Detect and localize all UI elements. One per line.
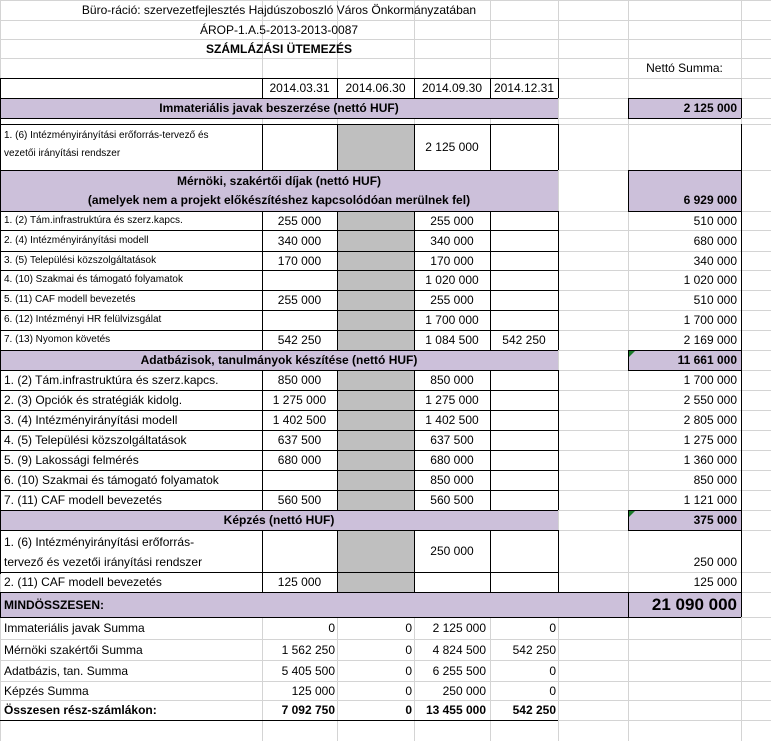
summary-value[interactable]: 250 000 xyxy=(442,683,486,698)
cell-border xyxy=(558,370,559,510)
cell-border xyxy=(741,592,742,617)
netto-summa-header: Nettó Summa: xyxy=(646,61,723,75)
gridline xyxy=(0,639,771,640)
cell-border xyxy=(628,510,629,530)
summary-value[interactable]: 0 xyxy=(405,621,412,635)
cell-value[interactable]: 255 000 xyxy=(277,213,322,228)
cell-border xyxy=(262,530,263,592)
section-header-mernoki: Mérnöki, szakértői díjak (nettó HUF) xyxy=(176,174,382,188)
comment-marker xyxy=(629,351,635,357)
summary-value[interactable]: 125 000 xyxy=(291,683,335,698)
row-label: 3. (5) Települési közszolgáltatások xyxy=(4,254,157,266)
cell-border xyxy=(0,510,558,511)
grand-total-label: MINDÖSSZESEN: xyxy=(4,597,105,612)
section-total-adatbazis: 11 661 000 xyxy=(677,353,737,367)
cell-value[interactable]: 560 500 xyxy=(430,493,474,507)
cell-border xyxy=(741,170,742,211)
cell-border xyxy=(0,530,558,531)
row-sum[interactable]: 2 550 000 xyxy=(683,393,737,407)
section-total-kepzes: 375 000 xyxy=(693,513,737,527)
section-header-adatbazis: Adatbázisok, tanulmányok készítése (nettó HUF) xyxy=(140,353,418,367)
cell-border xyxy=(741,124,742,170)
row-label: 2. (3) Opciók és stratégiák kidolg. xyxy=(4,393,183,407)
cell-border xyxy=(262,78,263,98)
cell-border xyxy=(628,530,741,531)
cell-border xyxy=(0,470,558,471)
cell-border xyxy=(558,78,559,98)
date-column-header[interactable]: 2014.03.31 xyxy=(269,81,330,95)
summary-value[interactable]: 2 125 000 xyxy=(432,621,486,635)
gridline xyxy=(0,700,771,701)
cell-value[interactable]: 170 000 xyxy=(430,253,474,268)
cell-border xyxy=(0,78,1,574)
cell-border xyxy=(628,592,629,617)
summary-value[interactable]: 6 255 500 xyxy=(432,663,486,678)
cell-value[interactable]: 255 000 xyxy=(430,213,474,228)
cell-border xyxy=(741,530,742,592)
cell-border xyxy=(0,251,558,252)
row-label: vezetői irányítási rendszer xyxy=(4,148,121,159)
summary-label: Immateriális javak Summa xyxy=(4,621,145,635)
cell-border xyxy=(0,270,558,271)
grand-total-value[interactable]: 21 090 000 xyxy=(651,594,737,614)
section-total-mernoki: 6 929 000 xyxy=(683,193,737,207)
row-sum[interactable]: 1 700 000 xyxy=(683,373,737,387)
summary-value[interactable]: 0 xyxy=(549,663,556,678)
cell-border xyxy=(490,124,491,170)
cell-border xyxy=(414,211,415,350)
cell-value[interactable]: 542 250 xyxy=(502,333,546,347)
row-label: 2. (4) Intézményirányítási modell xyxy=(4,234,149,246)
cell-border xyxy=(741,211,742,350)
cell-border xyxy=(490,211,491,350)
row-label: 4. (5) Települési közszolgáltatások xyxy=(4,433,187,447)
row-label: 3. (4) Intézményirányítási modell xyxy=(4,413,178,427)
section-total-immaterialis: 2 125 000 xyxy=(683,101,737,115)
row-label: 7. (11) CAF modell bevezetés xyxy=(4,493,162,507)
row-label: 2. (11) CAF modell bevezetés xyxy=(4,575,162,589)
cell-border xyxy=(262,211,263,350)
cell-border xyxy=(262,370,263,510)
summary-value[interactable]: 0 xyxy=(405,642,412,657)
cell-border xyxy=(741,370,742,510)
cell-value[interactable]: 1 402 500 xyxy=(272,413,327,427)
cell-value[interactable]: 340 000 xyxy=(277,233,322,248)
cell-value[interactable]: 680 000 xyxy=(430,453,474,467)
cell-border xyxy=(0,720,558,721)
row-label: 1. (6) Intézményirányítási erőforrás- xyxy=(4,535,195,549)
cell-value[interactable]: 1 275 000 xyxy=(425,393,479,407)
row-sum[interactable]: 1 700 000 xyxy=(683,313,737,327)
report-subtitle: SZÁMLÁZÁSI ÜTEMEZÉS xyxy=(206,41,352,56)
cell-border xyxy=(628,350,629,370)
summary-label: Képzés Summa xyxy=(4,683,89,698)
row-label: 5. (9) Lakossági felmérés xyxy=(4,453,139,467)
cell-border xyxy=(0,124,558,125)
summary-value[interactable]: 0 xyxy=(328,621,335,635)
cell-border xyxy=(0,230,558,231)
cell-border xyxy=(337,530,338,592)
gridline xyxy=(0,0,771,1)
summary-label: Mérnöki szakértői Summa xyxy=(4,642,143,657)
cell-border xyxy=(414,530,415,592)
summary-value[interactable]: 0 xyxy=(549,621,556,635)
cell-border xyxy=(337,370,338,510)
cell-border xyxy=(414,370,415,510)
summary-value[interactable]: 13 455 000 xyxy=(425,703,486,717)
comment-marker xyxy=(629,511,635,517)
cell-border xyxy=(628,370,741,371)
cell-border xyxy=(0,118,558,119)
section-header-kepzes: Képzés (nettó HUF) xyxy=(223,513,335,527)
cell-border xyxy=(0,170,558,171)
cell-border xyxy=(0,211,558,212)
row-sum[interactable]: 2 169 000 xyxy=(683,333,737,347)
section-header-mernoki-sub: (amelyek nem a projekt előkészítéshez kapcsolódóan merülnek fel) xyxy=(87,193,471,207)
cell-border xyxy=(628,170,741,171)
cell-value[interactable]: 255 000 xyxy=(430,293,474,307)
cell-value[interactable]: 560 500 xyxy=(277,493,322,507)
cell-border xyxy=(337,211,338,350)
cell-border xyxy=(0,290,558,291)
summary-value[interactable]: 0 xyxy=(405,683,412,698)
cell-border xyxy=(337,78,338,98)
cell-value[interactable]: 850 000 xyxy=(430,373,474,387)
cell-value[interactable]: 340 000 xyxy=(430,233,474,248)
cell-border xyxy=(741,350,742,370)
row-sum[interactable]: 1 275 000 xyxy=(683,433,737,447)
summary-value[interactable]: 7 092 750 xyxy=(281,703,335,717)
cell-border xyxy=(0,430,558,431)
cell-border xyxy=(628,118,741,119)
cell-border xyxy=(0,98,558,99)
cell-value[interactable]: 125 000 xyxy=(277,575,322,589)
cell-border xyxy=(0,490,558,491)
summary-value[interactable]: 0 xyxy=(405,703,412,717)
cell-border xyxy=(628,98,629,118)
row-label: 1. (2) Tám.infrastruktúra és szerz.kapcs. xyxy=(4,373,219,387)
cell-border xyxy=(0,390,558,391)
cell-border xyxy=(490,530,491,592)
cell-border xyxy=(628,98,741,99)
cell-border xyxy=(741,98,742,118)
summary-value[interactable]: 4 824 500 xyxy=(432,642,486,657)
cell-border xyxy=(628,510,741,511)
date-column-header[interactable]: 2014.06.30 xyxy=(345,81,406,95)
cell-border xyxy=(0,310,558,311)
report-title: Büro-ráció: szervezetfejlesztés Hajdúszoboszló Város Önkormányzatában xyxy=(81,3,477,17)
cell-border xyxy=(490,78,491,98)
cell-border xyxy=(628,211,741,212)
cell-border xyxy=(0,617,741,618)
section-header-immaterialis: Immateriális javak beszerzése (nettó HUF) xyxy=(159,101,399,115)
cell-border xyxy=(0,592,1,617)
row-label: 6. (12) Intézményi HR felülvizsgálat xyxy=(4,314,162,325)
row-sum[interactable]: 340 000 xyxy=(693,253,737,268)
cell-border xyxy=(262,124,263,170)
cell-border xyxy=(0,592,741,593)
cell-border xyxy=(558,530,559,592)
cell-border xyxy=(558,211,559,350)
row-sum[interactable]: 850 000 xyxy=(693,473,737,487)
summary-value[interactable]: 1 562 250 xyxy=(281,642,335,657)
summary-label: Összesen rész-számlákon: xyxy=(4,703,157,717)
cell-value[interactable]: 255 000 xyxy=(277,293,322,307)
cell-value[interactable]: 542 250 xyxy=(277,333,322,347)
row-sum[interactable]: 1 360 000 xyxy=(683,453,737,467)
summary-value[interactable]: 0 xyxy=(549,683,556,698)
cell-border xyxy=(628,350,741,351)
row-sum[interactable]: 510 000 xyxy=(693,213,737,228)
cell-value[interactable]: 850 000 xyxy=(430,473,474,487)
cell-border xyxy=(0,370,558,371)
gridline xyxy=(0,660,771,661)
row-label: 7. (13) Nyomon követés xyxy=(4,334,111,345)
cell-border xyxy=(0,572,558,573)
cell-border xyxy=(490,370,491,510)
project-code: ÁROP-1.A.5-2013-2013-0087 xyxy=(199,22,359,37)
cell-value[interactable]: 1 402 500 xyxy=(425,413,479,427)
row-sum[interactable]: 1 020 000 xyxy=(683,273,737,287)
cell-value[interactable]: 1 700 000 xyxy=(425,313,479,327)
row-sum[interactable]: 510 000 xyxy=(693,293,737,307)
cell-value[interactable]: 170 000 xyxy=(277,253,322,268)
row-sum[interactable]: 1 121 000 xyxy=(683,493,737,507)
date-column-header[interactable]: 2014.12.31 xyxy=(493,81,555,95)
summary-value[interactable]: 5 405 500 xyxy=(281,663,335,678)
cell-value[interactable]: 2 125 000 xyxy=(425,140,479,154)
cell-value[interactable]: 850 000 xyxy=(277,373,322,387)
cell-border xyxy=(0,330,558,331)
cell-value[interactable]: 637 500 xyxy=(277,433,322,447)
cell-border xyxy=(741,510,742,530)
cell-value[interactable]: 1 020 000 xyxy=(425,273,479,287)
row-label: 5. (11) CAF modell bevezetés xyxy=(4,294,136,305)
cell-border xyxy=(0,350,558,351)
cell-value[interactable]: 250 000 xyxy=(430,544,474,558)
cell-border xyxy=(558,124,559,170)
row-label: 1. (2) Tám.infrastruktúra és szerz.kapcs. xyxy=(4,214,183,226)
row-sum[interactable]: 250 000 xyxy=(693,555,737,569)
disabled-column-block xyxy=(338,531,414,592)
summary-label: Adatbázis, tan. Summa xyxy=(4,663,129,678)
summary-value[interactable]: 542 250 xyxy=(512,642,556,657)
cell-value[interactable]: 680 000 xyxy=(277,453,322,467)
cell-border xyxy=(0,410,558,411)
row-sum[interactable]: 2 805 000 xyxy=(683,413,737,427)
cell-border xyxy=(337,124,338,170)
summary-value[interactable]: 0 xyxy=(405,663,412,678)
row-sum[interactable]: 680 000 xyxy=(693,233,737,248)
row-label: 4. (10) Szakmai és támogató folyamatok xyxy=(4,274,183,285)
cell-border xyxy=(414,78,415,98)
row-label: 6. (10) Szakmai és támogató folyamatok xyxy=(4,473,219,487)
cell-border xyxy=(414,124,415,170)
cell-border xyxy=(0,450,558,451)
cell-value[interactable]: 637 500 xyxy=(430,433,474,447)
cell-value[interactable]: 1 084 500 xyxy=(425,333,479,347)
row-label: tervező és vezetői irányítási rendszer xyxy=(4,555,203,569)
summary-value[interactable]: 542 250 xyxy=(512,703,556,717)
cell-value[interactable]: 1 275 000 xyxy=(272,393,327,407)
date-column-header[interactable]: 2014.09.30 xyxy=(421,81,483,95)
row-sum[interactable]: 125 000 xyxy=(693,575,737,589)
disabled-column-block xyxy=(338,125,414,170)
gridline xyxy=(0,58,771,59)
row-label: 1. (6) Intézményirányítási erőforrás-tervező és xyxy=(4,130,209,141)
cell-border xyxy=(0,78,558,79)
cell-border xyxy=(628,170,629,211)
